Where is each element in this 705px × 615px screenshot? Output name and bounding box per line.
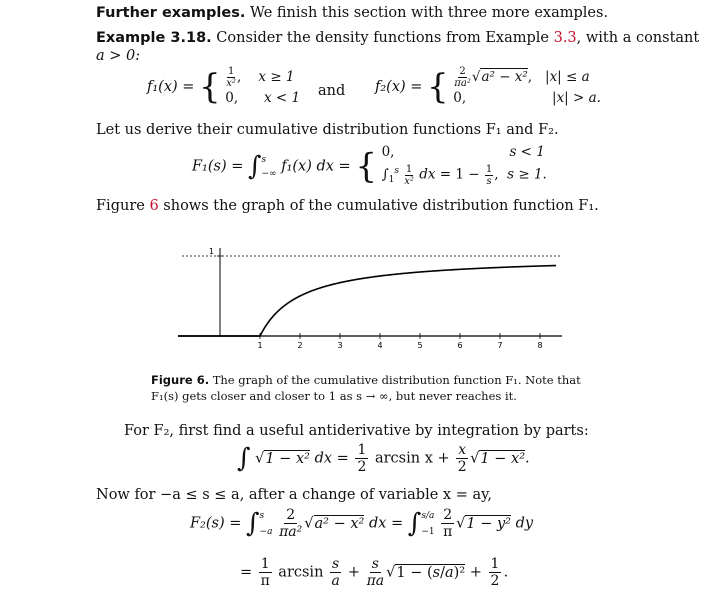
figure-ref-line bbox=[96, 198, 599, 214]
x-tick-label: 4 bbox=[377, 341, 383, 350]
example-heading-line bbox=[96, 30, 699, 46]
f1-case1-cond: x ≥ 1 bbox=[258, 69, 295, 85]
derive-line: Let us derive their cumulative distribution functions F₁ and F₂. bbox=[96, 122, 559, 138]
f1-case2-val: 0, bbox=[225, 90, 239, 106]
and-word: and bbox=[318, 83, 346, 99]
F2-equation-line2: = $\frac{1}{\pi}$ arcsin $\frac{s}{a}$ + $\frac{s}{\pi a}$ √1 − (s/a)² + $\frac{1}{2}$ . bbox=[240, 556, 509, 589]
further-examples-label: Further examples. bbox=[96, 5, 246, 21]
example-label: Example 3.18. bbox=[96, 30, 212, 46]
F1-case1-val: 0, bbox=[381, 144, 395, 160]
f1-cases: $\frac{1}{\text{x²}}$ , x ≥ 1 0, x < 1 bbox=[225, 66, 301, 106]
example-ref-link[interactable]: 3.3 bbox=[553, 30, 577, 46]
F2-line2-eq: = bbox=[240, 564, 253, 581]
example-body: Consider the density functions from Example bbox=[216, 30, 549, 46]
figure-ref-post: shows the graph of the cumulative distribution function F₁. bbox=[163, 198, 599, 214]
F2-lhs: F₂(s) = bbox=[190, 515, 242, 532]
figure-ref-link[interactable]: 6 bbox=[149, 198, 159, 214]
y-tick-label: 1 bbox=[208, 247, 214, 256]
F2-arcsin: arcsin bbox=[278, 564, 324, 581]
F1-case1-cond: s < 1 bbox=[509, 144, 545, 160]
anti-result: arcsin x + bbox=[374, 450, 450, 467]
F1-lhs: F₁(s) = bbox=[192, 158, 244, 175]
now-for-line: Now for −a ≤ s ≤ a, after a change of variable x = ay, bbox=[96, 487, 492, 503]
further-examples-line bbox=[96, 5, 608, 21]
F1-case2-cond: s ≥ 1. bbox=[507, 166, 547, 183]
f1-case2-cond: x < 1 bbox=[263, 90, 301, 106]
further-examples-body: We finish this section with three more examples. bbox=[249, 5, 609, 21]
x-tick-label: 6 bbox=[457, 341, 463, 350]
caption-label: Figure 6. bbox=[151, 373, 210, 387]
f2-cases: $\frac{2}{\text{πa²}}$ √a² − x², |x| ≤ a 0, |x| > a. bbox=[453, 66, 601, 106]
F2-equation: F₂(s) = ∫ s −a $\frac{2}{\text{πa²}}$ √a² − x² dx = ∫ s/a −1 $\frac{2}{\pi}$ √1 − y² dy bbox=[190, 507, 534, 540]
f2-case1-cond: |x| ≤ a bbox=[545, 69, 590, 85]
f1-lhs: f₁(x) = bbox=[147, 79, 195, 95]
f2-case2-cond: |x| > a. bbox=[552, 90, 601, 106]
x-tick-label: 7 bbox=[497, 341, 503, 350]
x-tick-label: 5 bbox=[417, 341, 423, 350]
example-constant: a > 0: bbox=[96, 48, 141, 64]
x-tick-label: 2 bbox=[297, 341, 303, 350]
f2-definition: f₂(x) = { $\frac{2}{\text{πa²}}$ √a² − x², |x| ≤ a 0, |x| > a. bbox=[375, 66, 601, 107]
figure-caption bbox=[151, 372, 611, 404]
antiderivative-equation: ∫ √1 − x² dx = $\frac{1}{2}$ arcsin x + $\frac{x}{2}$ √1 − x². bbox=[237, 442, 530, 475]
f1-definition: f₁(x) = { $\frac{1}{\text{x²}}$ , x ≥ 1 0, x < 1 bbox=[147, 66, 301, 107]
F1-cases: 0, s < 1 $\int_1^s$ $\frac{1}{\text{x²}}$ dx = 1 − $\frac{1}{s}$ , s ≥ 1. bbox=[381, 144, 547, 187]
F1-equation: F₁(s) = ∫ s −∞ f₁(x) dx = { 0, s < 1 $\int_1^s$ $\frac{1}{\text{x²}}$ dx = 1 − $\frac{1}{s}$ , s ≥ 1. bbox=[192, 143, 547, 190]
f2-lhs: f₂(x) = bbox=[375, 79, 423, 95]
x-tick-label: 1 bbox=[257, 341, 263, 350]
x-tick-label: 8 bbox=[537, 341, 543, 350]
f2-case2-val: 0, bbox=[453, 90, 467, 106]
for-f2-line: For F₂, first find a useful antiderivative by integration by parts: bbox=[124, 423, 589, 439]
example-body-cont: , with a constant bbox=[576, 30, 700, 46]
figure-ref-pre: Figure bbox=[96, 198, 145, 214]
cdf-chart bbox=[170, 240, 570, 355]
x-tick-label: 3 bbox=[337, 341, 343, 350]
cdf-curve bbox=[260, 266, 556, 336]
caption-body: The graph of the cumulative distribution function F₁. Note that F₁(s) gets closer and closer to 1 as s → ∞, but never reaches it. bbox=[151, 373, 581, 403]
